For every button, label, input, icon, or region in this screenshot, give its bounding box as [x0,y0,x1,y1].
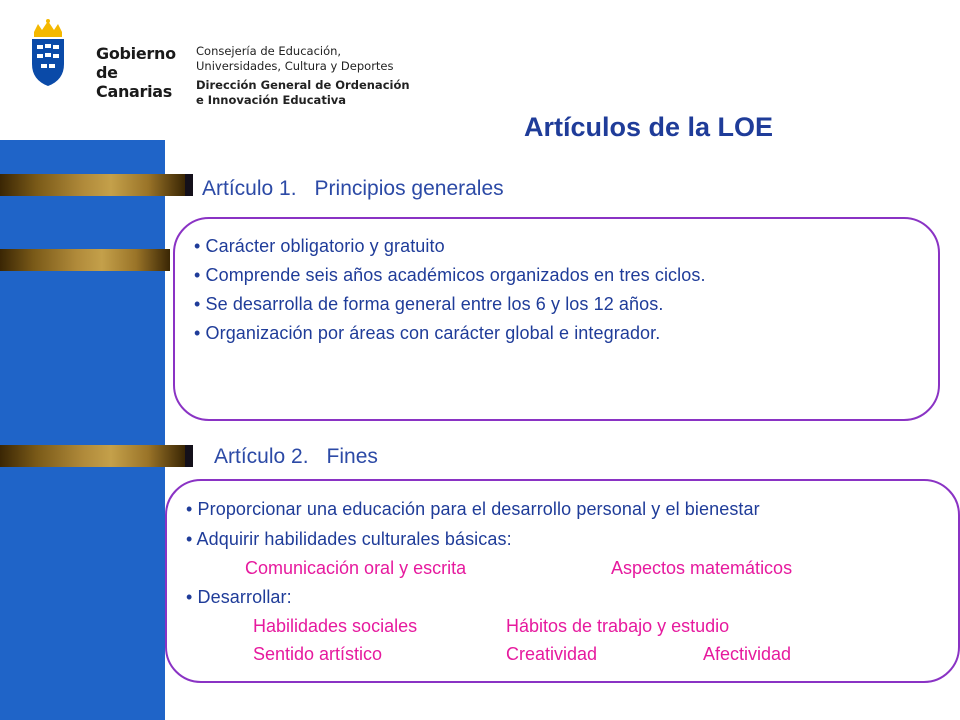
article-1-bullet-3: • Se desarrolla de forma general entre los 6 y los 12 años. [194,294,664,314]
directorate-line-1: Dirección General de Ordenación [196,78,410,92]
directorate-line-2: e Innovación Educativa [196,93,347,107]
article-2-bullet-1: • Proporcionar una educación para el desarrollo personal y el bienestar [186,499,760,519]
logo-line-2: de Canarias [96,63,173,101]
dept-line-2: Universidades, Cultura y Deportes [196,59,394,73]
dark-bar-cap-1 [185,174,193,196]
dept-line-1: Consejería de Educación, [196,44,342,58]
article-2-name: Fines [326,445,378,468]
article-2-bullet-2: • Adquirir habilidades culturales básicas: [186,529,512,549]
develop-social-skills: Habilidades sociales [253,616,418,636]
dark-bar-cap-3 [185,445,193,467]
department-label [196,44,410,108]
article-2-heading [214,445,378,469]
develop-work-study-habits: Hábitos de trabajo y estudio [506,616,730,636]
gobierno-de-canarias-logo [28,18,178,101]
skill-oral-written-communication: Comunicación oral y escrita [245,558,467,578]
develop-affectivity: Afectividad [703,644,792,664]
article-1-name: Principios generales [314,177,504,200]
gold-bar-2 [0,249,170,271]
article-2-bullet-3: • Desarrollar: [186,587,292,607]
gold-bar-1 [0,174,185,196]
coat-of-arms-icon [28,18,68,88]
skill-mathematics: Aspectos matemáticos [611,558,793,578]
left-blue-panel [0,140,165,720]
article-1-heading [202,177,504,201]
article-2-number: Artículo 2. [214,445,309,468]
article-1-bullet-4: • Organización por áreas con carácter global e integrador. [194,323,661,343]
logo-line-1: Gobierno [96,44,176,63]
article-1-bullet-2: • Comprende seis años académicos organizados en tres ciclos. [194,265,706,285]
develop-creativity: Creatividad [506,644,598,664]
logo-wordmark [96,44,178,101]
develop-artistic-sense: Sentido artístico [253,644,383,664]
article-1-number: Artículo 1. [202,177,297,200]
gold-bar-3 [0,445,185,467]
article-1-bullet-1: • Carácter obligatorio y gratuito [194,236,445,256]
page-title: Artículos de la LOE [524,112,774,142]
